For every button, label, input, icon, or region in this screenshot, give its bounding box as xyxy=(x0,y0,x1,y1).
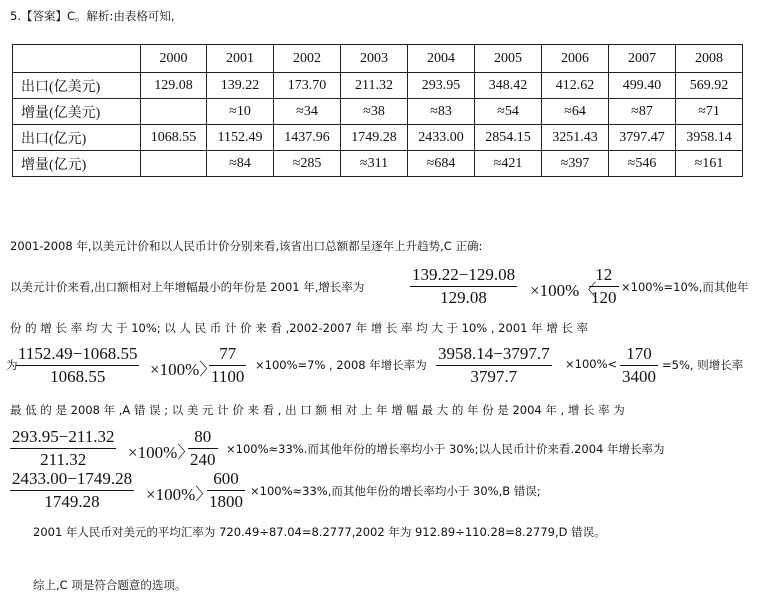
year-header: 2008 xyxy=(676,45,743,73)
table-cell: ≈546 xyxy=(609,151,676,177)
operator-text: ×100%〉 xyxy=(146,485,213,504)
growth-fraction-2001-usd xyxy=(410,265,517,308)
table-cell xyxy=(141,151,207,177)
growth-fraction-2004-rmb xyxy=(10,469,134,512)
fraction-denominator: 1068.55 xyxy=(50,367,106,386)
fraction-numerator: 170 xyxy=(626,344,652,363)
fraction-denominator: 240 xyxy=(190,450,216,469)
table-cell: ≈285 xyxy=(274,151,341,177)
fraction-bar xyxy=(207,490,245,491)
rate-tail-text: =5%, 则增长率 xyxy=(662,358,744,372)
operator-text: ×100%〉 xyxy=(128,443,195,462)
year-header: 2004 xyxy=(408,45,475,73)
table-cell: ≈71 xyxy=(676,99,743,125)
fraction-denominator: 120 xyxy=(591,288,617,307)
table-cell xyxy=(141,99,207,125)
row-label: 出口(亿元) xyxy=(13,125,141,151)
table-cell: 211.32 xyxy=(341,73,408,99)
table-row xyxy=(13,73,743,99)
table-header-row xyxy=(13,45,743,73)
table-cell: 569.92 xyxy=(676,73,743,99)
table-corner-cell xyxy=(13,45,141,73)
fraction-denominator: 3797.7 xyxy=(470,367,518,386)
operator-text: ×100%< xyxy=(565,357,618,371)
table-cell: ≈34 xyxy=(274,99,341,125)
usd-max-text: ×100%≈33%.而其他年份的增长率均小于 30%;以人民币计价来看.2004 年增长率为 xyxy=(226,442,665,456)
row-label: 增量(亿美元) xyxy=(13,99,141,125)
fraction-numerator: 3958.14−3797.7 xyxy=(438,344,550,363)
exchange-rate-paragraph: 2001 年人民币对美元的平均汇率为 720.49÷87.04=8.2777,2002 年为 912.89÷110.28=8.2779,D 错误。 xyxy=(33,525,606,539)
fraction-numerator: 77 xyxy=(219,344,237,363)
fraction-bar xyxy=(188,448,218,449)
table-cell: ≈64 xyxy=(542,99,609,125)
row-label: 增量(亿元) xyxy=(13,151,141,177)
table-cell: ≈311 xyxy=(341,151,408,177)
conclusion-a-text: 最 低 的 是 2008 年 ,A 错 误 ; 以 美 元 计 价 来 看 , 出 口 额 相 对 上 年 增 幅 最 大 的 年 份 是 2004 年 , 增 长 率 为 xyxy=(10,403,625,417)
simplified-fraction xyxy=(207,469,245,512)
fraction-bar xyxy=(410,286,517,287)
table-cell: 1437.96 xyxy=(274,125,341,151)
table-cell: 173.70 xyxy=(274,73,341,99)
year-header: 2007 xyxy=(609,45,676,73)
table-cell: 293.95 xyxy=(408,73,475,99)
table-cell: 412.62 xyxy=(542,73,609,99)
simplified-fraction xyxy=(209,344,246,387)
table-cell: ≈684 xyxy=(408,151,475,177)
export-data-table xyxy=(12,44,743,177)
growth-fraction-2001-rmb xyxy=(16,344,139,387)
trend-paragraph: 2001-2008 年,以美元计价和以人民币计价分别来看,该省出口总额都呈逐年上升趋势,C 正确: xyxy=(10,239,483,253)
table-cell: 139.22 xyxy=(207,73,274,99)
fraction-bar xyxy=(10,448,116,449)
final-conclusion: 综上,C 项是符合题意的选项。 xyxy=(33,578,187,592)
rate-text: ×100%=7% , 2008 年增长率为 xyxy=(255,358,427,372)
year-header: 2005 xyxy=(475,45,542,73)
table-cell: 2854.15 xyxy=(475,125,542,151)
fraction-denominator: 1749.28 xyxy=(44,492,100,511)
table-row xyxy=(13,99,743,125)
fraction-numerator: 2433.00−1749.28 xyxy=(12,469,133,488)
table-cell: ≈38 xyxy=(341,99,408,125)
fraction-bar xyxy=(436,365,552,366)
usd-analysis-tail: ×100%=10%,而其他年 xyxy=(621,280,749,294)
table-cell: ≈10 xyxy=(207,99,274,125)
table-cell: ≈397 xyxy=(542,151,609,177)
growth-comparison-text: 份 的 增 长 率 均 大 于 10%; 以 人 民 币 计 价 来 看 ,2002-2007 年 增 长 率 均 大 于 10% , 2001 年 增 长 率 xyxy=(10,321,589,335)
fraction-denominator: 211.32 xyxy=(40,450,87,469)
year-header: 2003 xyxy=(341,45,408,73)
fraction-numerator: 80 xyxy=(194,427,212,446)
row-label: 出口(亿美元) xyxy=(13,73,141,99)
fraction-denominator: 1800 xyxy=(209,492,243,511)
operator-text: ×100%〉 xyxy=(150,360,217,379)
fraction-numerator: 12 xyxy=(595,265,613,284)
fraction-bar xyxy=(16,365,139,366)
year-header: 2002 xyxy=(274,45,341,73)
year-header: 2000 xyxy=(141,45,207,73)
fraction-bar xyxy=(209,365,246,366)
table-row xyxy=(13,151,743,177)
operator-text: ×100%〈 xyxy=(530,281,597,300)
table-cell: 1749.28 xyxy=(341,125,408,151)
fraction-bar xyxy=(10,490,134,491)
table-cell: 348.42 xyxy=(475,73,542,99)
fraction-bar xyxy=(589,286,619,287)
table-cell: ≈84 xyxy=(207,151,274,177)
table-cell: 1152.49 xyxy=(207,125,274,151)
year-header: 2006 xyxy=(542,45,609,73)
fraction-numerator: 1152.49−1068.55 xyxy=(18,344,138,363)
table-cell: 3797.47 xyxy=(609,125,676,151)
answer-heading: 5.【答案】C。解析:由表格可知, xyxy=(10,9,175,23)
usd-analysis-text: 以美元计价来看,出口额相对上年增幅最小的年份是 2001 年,增长率为 xyxy=(10,280,365,294)
table-cell: 3251.43 xyxy=(542,125,609,151)
year-header: 2001 xyxy=(207,45,274,73)
fraction-denominator: 3400 xyxy=(622,367,656,386)
table-cell: 1068.55 xyxy=(141,125,207,151)
table-cell: ≈83 xyxy=(408,99,475,125)
fraction-numerator: 600 xyxy=(213,469,239,488)
table-cell: ≈161 xyxy=(676,151,743,177)
growth-fraction-2008-rmb xyxy=(436,344,552,387)
simplified-fraction xyxy=(620,344,658,387)
table-cell: 499.40 xyxy=(609,73,676,99)
table-cell: ≈87 xyxy=(609,99,676,125)
table-cell: 3958.14 xyxy=(676,125,743,151)
table-cell: ≈421 xyxy=(475,151,542,177)
fraction-numerator: 293.95−211.32 xyxy=(12,427,115,446)
table-cell: 129.08 xyxy=(141,73,207,99)
simplified-fraction xyxy=(188,427,218,470)
growth-fraction-2004-usd xyxy=(10,427,116,470)
table-cell: ≈54 xyxy=(475,99,542,125)
fraction-numerator: 139.22−129.08 xyxy=(412,265,516,284)
table-row xyxy=(13,125,743,151)
prefix-text: 为 xyxy=(6,358,18,372)
table-cell: 2433.00 xyxy=(408,125,475,151)
fraction-denominator: 129.08 xyxy=(440,288,487,307)
fraction-bar xyxy=(620,365,658,366)
conclusion-b-text: ×100%≈33%,而其他年份的增长率均小于 30%,B 错误; xyxy=(250,484,541,498)
fraction-denominator: 1100 xyxy=(211,367,245,386)
simplified-fraction xyxy=(589,265,619,308)
